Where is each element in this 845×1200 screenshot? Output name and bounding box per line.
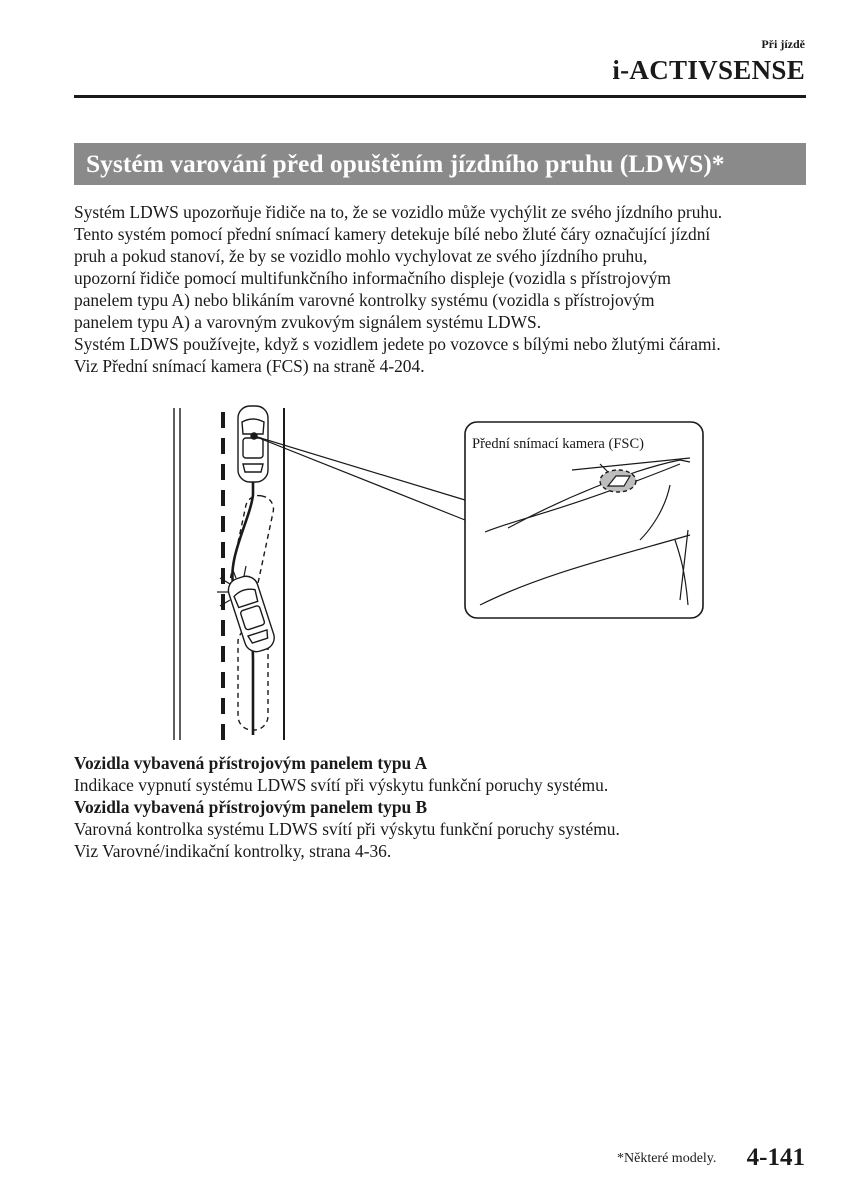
intro-line: Viz Přední snímací kamera (FCS) na straně 4-204. (74, 356, 425, 376)
intro-line: upozorní řidiče pomocí multifunkčního informačního displeje (vozidla s přístrojovým (74, 268, 671, 288)
header-rule (74, 95, 806, 98)
section-label: Při jízdě (761, 37, 805, 51)
camera-point-icon (251, 433, 257, 439)
type-a-heading: Vozidla vybavená přístrojovým panelem typu A (74, 753, 428, 773)
reference-text: Viz Varovné/indikační kontrolky, strana 4-36. (74, 841, 392, 861)
intro-line: pruh a pokud stanoví, že by se vozidlo mohlo vychylovat ze svého jízdního pruhu, (74, 246, 648, 266)
chapter-title: i-ACTIVSENSE (612, 55, 805, 85)
section-title-bar (74, 143, 806, 185)
callout-leader-line (254, 436, 465, 520)
car-top-icon (238, 406, 268, 482)
car-drifting-icon (225, 573, 277, 655)
intro-line: Systém LDWS upozorňuje řidiče na to, že se vozidlo může vychýlit ze svého jízdního pruhu. (74, 202, 723, 222)
type-b-text: Varovná kontrolka systému LDWS svítí při výskytu funkční poruchy systému. (74, 819, 620, 839)
footnote: *Některé modely. (617, 1151, 717, 1166)
section-title: Systém varování před opuštěním jízdního pruhu (LDWS)* (86, 149, 725, 178)
intro-line: panelem typu A) a varovným zvukovým signálem systému LDWS. (74, 312, 542, 332)
intro-paragraph (74, 201, 814, 377)
intro-line: Systém LDWS používejte, když s vozidlem jedete po vozovce s bílými nebo žlutými čárami. (74, 334, 721, 354)
callout-label: Přední snímací kamera (FSC) (472, 436, 644, 452)
callout-leader-line (254, 436, 465, 500)
page-number: 4-141 (746, 1144, 805, 1171)
intro-line: Tento systém pomocí přední snímací kamery detekuje bílé nebo žluté čáry označující jízdní (74, 224, 711, 244)
intro-line: panelem typu A) nebo blikáním varovné kontrolky systému (vozidla s přístrojovým (74, 290, 655, 310)
ldws-diagram (160, 400, 720, 745)
ldws-illustration (160, 400, 720, 750)
type-b-heading: Vozidla vybavená přístrojovým panelem typu B (74, 797, 428, 817)
type-a-text: Indikace vypnutí systému LDWS svítí při výskytu funkční poruchy systému. (74, 775, 609, 795)
notes-section (74, 752, 814, 862)
